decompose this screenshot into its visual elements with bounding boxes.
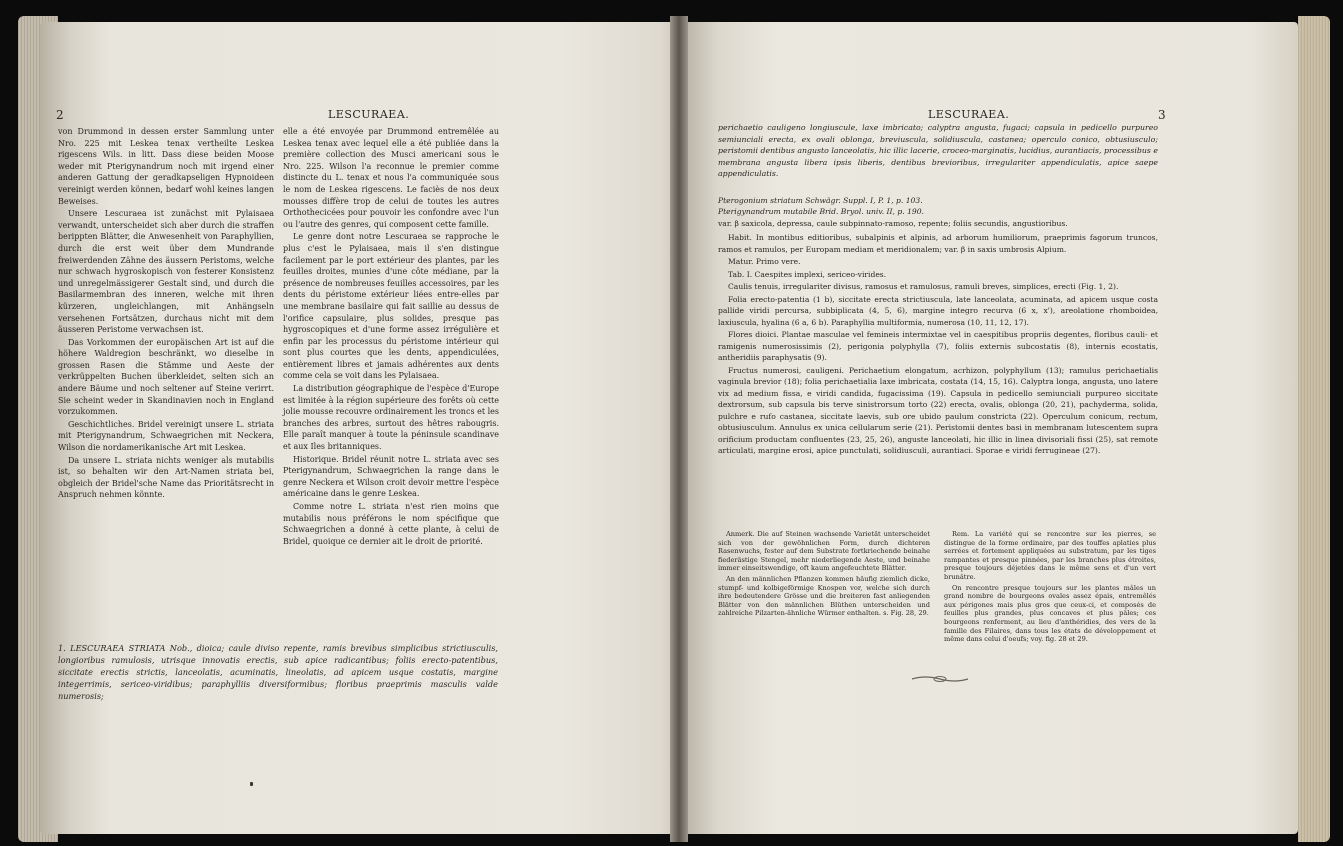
note-paragraph: Rem. La variété qui se rencontre sur les pierres, se distingue de la forme ordinaire, par des touffes aplaties plus serrées et fortement appliquées au substratum, par les tiges rampantes et presque pinnées, par les branches plus étroites, presque toujours déjetées dans le même sens et d'un vert brunâtre. <box>944 530 1156 581</box>
paragraph: La distribution géographique de l'espèce d'Europe est limitée à la région supérieure des forêts où cette jolie mousse recouvre ordinairement les troncs et les branches des arbres, surtout des hêtres rabougris. Elle paraît manquer à toute la péninsule scandinave et aux Iles britanniques. <box>283 384 499 452</box>
right-page <box>688 22 1298 834</box>
paragraph: Das Vorkommen der europäischen Art ist auf die höhere Waldregion beschränkt, wo dieselbe in grossen Rasen die Stämme und Aeste der verkrüppelten Buchen überkleidet, selten sich an andere Bäume und noch seltener auf Steine verirrt. Sie scheint weder in Skandinavien noch in England vorzukommen. <box>58 337 274 417</box>
paragraph: Flores dioici. Plantae masculae vel femineis intermixtae vel in caespitibus propriis degentes, floribus cauli- et ramigenis numerosissimis (2), perigonia polyphylla (7), foliis externis subcostatis (8), internis ecostatis, antheridiis paraphysatis (9). <box>718 330 1158 362</box>
paragraph: Tab. I. Caespites implexi, sericeo-virides. <box>728 269 887 279</box>
ink-speck <box>250 782 253 786</box>
paragraph: Folia erecto-patentia (1 b), siccitate erecta strictiuscula, late lanceolata, acuminata, ad apicem usque costa pallide viridi percursa, subbiplicata (4, 5, 6), margine integro recurva (6 x, x'), areolatione rhomboidea, laxiuscula, hyalina (6 a, 6 b). Paraphyllia multiformia, numerosa (10, 11, 12, 17). <box>718 294 1158 327</box>
end-ornament <box>910 674 970 684</box>
species-heading: 1. LESCURAEA STRIATA Nob., dioica; caule diviso repente, ramis brevibus simplicibus strictiusculis, longioribus ramulosis, utrisque innovatis erectis, sub apice radicantibus; foliis erecto-patentibus, siccitate erectis strictis, lanceolatis, acuminatis, lineolatis, ad apicem usque costatis, margine integerrimis, sericeo-viridibus; paraphylliis diversiformibus; floribus praeprimis masculis valde numerosis; <box>58 643 498 701</box>
gutter <box>670 16 688 842</box>
paragraph: von Drummond in dessen erster Sammlung unter Nro. 225 mit Leskea tenax vertheilte Leskea rigescens Wils. in litt. Dass diese beiden Moose weder mit Pterigynandrum noch mit irgend einer anderen Gattung der geradkapseligen Hypnoideen vereinigt werden können, bedarf wohl keines langen Beweises. <box>58 127 274 206</box>
paragraph: Geschichtliches. Bridel vereinigt unsere L. striata mit Pterigynandrum, Schwaegrichen mit Neckera, Wilson die nordamerikanische Art mit Leskea. <box>58 419 274 453</box>
synonym-line: Pterogonium striatum Schwägr. Suppl. I, P. 1, p. 103. <box>718 196 923 205</box>
running-head: LESCURAEA. <box>928 108 1010 121</box>
paragraph: Le genre dont notre Lescuraea se rapproche le plus c'est le Pylaisaea, mais il s'en distingue facilement par le port extérieur des plantes, par les feuilles droites, munies d'une côte médiane, par la présence de nombreuses feuilles accessoires, par les dents du péristome extérieur liées entre-elles par une membrane basilaire qui fait saillie au dessus de l'orifice capsulaire, plus solides, presque pas hygroscopiques et d'une forme assez irrégulière et enfin par les processus du péristome intérieur qui sont plus courtes que les dents, appendiculées, entièrement libres et jamais adhérentes aux dents comme cela se voit dans les Pylaisaea. <box>283 232 499 381</box>
paragraph: Habit. In montibus editioribus, subalpinis et alpinis, ad arborum humiliorum, praeprimis fagorum truncos, ramos et ramulos, per Europam mediam et meridionalem; var. β in saxis umbrosis Alpium. <box>718 233 1158 254</box>
note-german <box>718 530 930 620</box>
page-number: 3 <box>1158 108 1166 122</box>
left-page <box>40 22 680 834</box>
note-paragraph: An den männlichen Pflanzen kommen häufig ziemlich dicke, stumpf- und kolbigeförmige Knospen vor, welche sich durch ihre bedeutendere Grösse und die breiteren fast anliegenden Blätter von den männlichen Blüthen unterscheiden und zahlreiche Pilzarten-ähnliche Würmer enthalten. s. Fig. 28, 29. <box>718 574 930 618</box>
paragraph: Comme notre L. striata n'est rien moins que mutabilis nous préférons le nom spécifique que Schwaegrichen a donné à cette plante, à celui de Bridel, quoique ce dernier ait le droit de priorité. <box>283 502 499 546</box>
note-french <box>944 530 1156 646</box>
paragraph: Matur. Primo vere. <box>728 257 801 266</box>
paragraph: Historique. Bridel réunit notre L. striata avec ses Pterigynandrum, Schwaegrichen la range dans le genre Neckera et Wilson croit devoir mettre l'espèce américaine dans le genre Leskea. <box>283 454 499 499</box>
text-column-german <box>58 126 274 502</box>
open-book <box>18 16 1330 842</box>
paragraph: elle a été envoyée par Drummond entremêlée au Leskea tenax avec lequel elle a été publiée dans la première collection des Musci americani sous le Nro. 225. Wilson l'a reconnue le premier comme distincte du L. tenax et nous l'a communiquée sous le nom de Leskea rigescens. Le faciès de nos deux mousses diffère trop de celui de toutes les autres Orthothecicées pour pouvoir les confondre avec l'un ou l'autre des genres, qui composent cette famille. <box>283 127 499 229</box>
note-paragraph: Anmerk. Die auf Steinen wachsende Varietät unterscheidet sich von der gewöhnlichen Form, durch dichteren Rasenwuchs, fester auf dem Substrate fortkriechende beinahe fiederästige Stengel, mehr niederliegende Aeste, und beinahe immer einseitswendige, oft kaum angefeuchtete Blätter. <box>718 530 930 573</box>
note-paragraph: On rencontre presque toujours sur les plantes mâles un grand nombre de bourgeons ovales assez épais, entremêlés aux périgones mais plus gros que ceux-ci, et composés de feuilles plus grandes, plus concaves et plus pâles; ces bourgeons renferment, au lieu d'anthéridies, des vers de la famille des Filaires, dans tous les états de développement et même dans celui d'oeufs; voy. fig. 28 et 29. <box>944 583 1156 644</box>
paragraph: Da unsere L. striata nichts weniger als mutabilis ist, so behalten wir den Art-Namen striata bei, obgleich der Bridel'sche Name das Prioritätsrecht in Anspruch nehmen könnte. <box>58 455 274 500</box>
right-page-edges <box>1298 16 1330 842</box>
synonyms <box>718 195 1158 229</box>
page-number: 2 <box>56 108 64 122</box>
paragraph: Unsere Lescuraea ist zunächst mit Pylaisaea verwandt, unterscheidet sich aber durch die straffen berippten Blätter, die Anwesenheit von Paraphyllien, durch die erst weit über dem Mundrande freiwerdenden Zähne des äussern Peristoms, welche nur schwach hygroskopisch von festerer Konsistenz und unregelmässigerer Gestalt sind, und durch die Basilarmembran des inneren, welche mit ihren kürzeren, ungleichlangen, mit Anhängseln versehenen Fortsätzen, durchaus nicht mit dem äusseren Peristome verwachsen ist. <box>58 209 274 335</box>
synonym-line: var. β saxicola, depressa, caule subpinnato-ramoso, repente; foliis secundis, angustioribus. <box>718 218 1068 228</box>
species-description <box>718 232 1158 458</box>
text-column-french <box>283 126 499 548</box>
paragraph: Caulis tenuis, irregulariter divisus, ramosus et ramulosus, ramuli breves, simplices, erecti (Fig. 1, 2). <box>728 282 1119 291</box>
paragraph: Fructus numerosi, cauligeni. Perichaetium elongatum, acrhizon, polyphyllum (13); ramulus perichaetialis vaginula brevior (18); folia perichaetialia laxe imbricata, costata (14, 15, 16). Calyptra longa, angusta, uno latere vix ad medium fissa, e viridi candida, fugacissima (19). Capsula in pedicello semiunciali purpureo siccitate dextrorsum, sub capsula bis terve sinistrorsum torto (22) erecta, ovalis, oblonga (20, 21), pachyderma, solida, pulchre e rufo castanea, siccitate laevis, sub ore ubido paulum constricta (22). Operculum conicum, rectum, obtusiusculum. Annulus ex unica cellularum serie (21). Peristomii dentes basi in membranam lutescentem supra orificium productam confluentes (23, 25, 26), anguste lanceolati, hic illic in linea divisoriali fissi (25), sat remote articulati, margine erosi, apice punctulati, solidiusculi, aurantiaci. Sporae e viridi ferrugineae (27). <box>718 365 1158 455</box>
synonym-line: Pterigynandrum mutabile Brid. Bryol. univ. II, p. 190. <box>718 207 924 217</box>
description-continued: perichaetio cauligeno longiuscule, laxe imbricato; calyptra angusta, fugaci; capsula in pedicello purpureo semiunciali erecta, ex ovali oblonga, breviuscula, solidiuscula, castanea; operculo conico, obtusiusculo; peristomii dentibus angusto lanceolatis, hic illic lacerie, croceo-marginatis, lucidius, aurantiacis, processibus e membrana angusta libera ipsis liberis, dentibus brevioribus, irregulariter appendiculatis, apice saepe appendiculatis. <box>718 123 1158 179</box>
running-head: LESCURAEA. <box>328 108 410 121</box>
